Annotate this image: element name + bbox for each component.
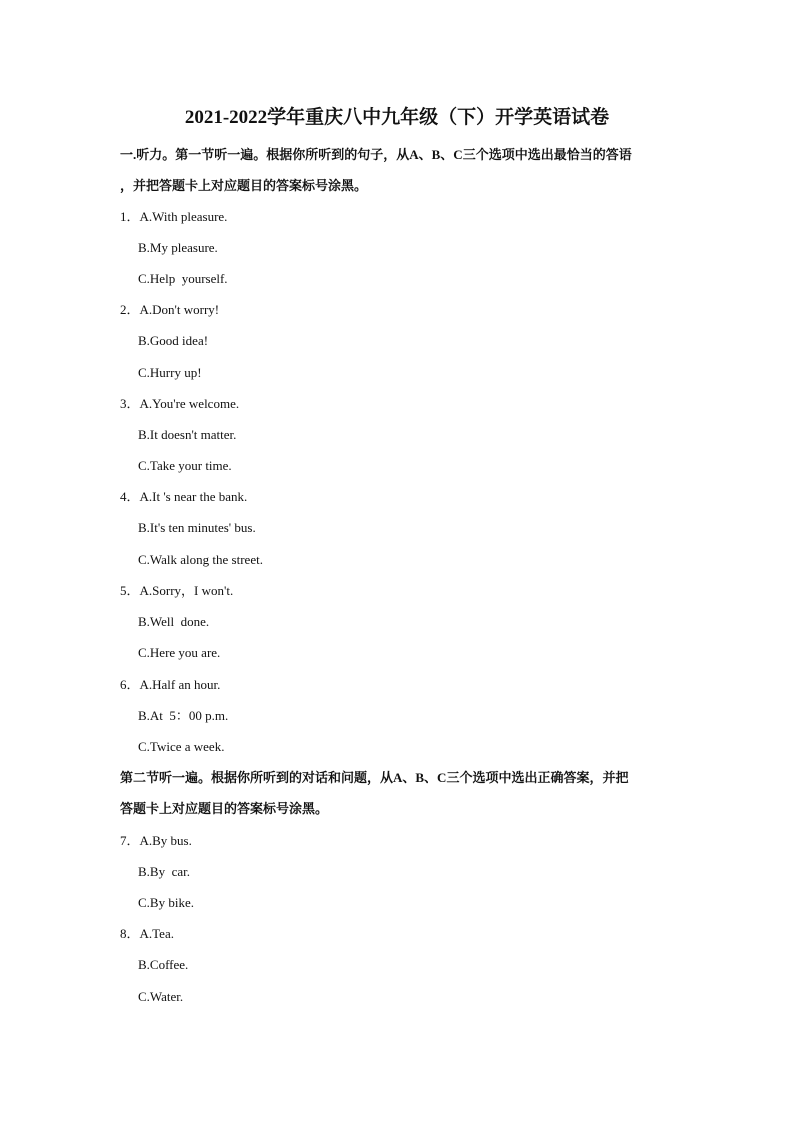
section2-instruction-line2: 答题卡上对应题目的答案标号涂黑。 (120, 801, 329, 816)
question-4-option-c: C.Walk along the street. (138, 552, 263, 567)
question-3-option-c: C.Take your time. (138, 458, 232, 473)
question-6: 6．A.Half an hour. (120, 677, 221, 692)
question-8: 8．A.Tea. (120, 926, 174, 941)
question-1-option-b: B.My pleasure. (138, 240, 218, 255)
page-title: 2021-2022学年重庆八中九年级（下）开学英语试卷 (184, 107, 610, 128)
question-5-option-b: B.Well done. (138, 614, 210, 629)
question-7-option-c: C.By bike. (138, 895, 194, 910)
question-6-option-c: C.Twice a week. (138, 739, 225, 754)
question-1-option-c: C.Help yourself. (138, 271, 228, 286)
question-3: 3．A.You're welcome. (120, 396, 240, 411)
section1-instruction-line2: ，并把答题卡上对应题目的答案标号涂黑。 (120, 178, 368, 193)
question-5-option-c: C.Here you are. (138, 645, 221, 660)
question-3-option-b: B.It doesn't matter. (138, 427, 237, 442)
question-4-option-b: B.It's ten minutes' bus. (138, 520, 256, 535)
question-4: 4．A.It 's near the bank. (120, 489, 248, 504)
question-5: 5．A.Sorry，I won't. (120, 583, 234, 598)
section2-instruction-line1: 第二节听一遍。根据你所听到的对话和问题，从A、B、C三个选项中选出正确答案，并把 (120, 770, 629, 785)
question-6-option-b: B.At 5：00 p.m. (138, 708, 229, 723)
question-2-option-c: C.Hurry up! (138, 365, 202, 380)
question-7: 7．A.By bus. (120, 833, 192, 848)
section1-instruction-line1: 一.听力。第一节听一遍。根据你所听到的句子，从A、B、C三个选项中选出最恰当的答语 (120, 147, 632, 162)
question-2: 2．A.Don't worry! (120, 302, 220, 317)
question-1: 1．A.With pleasure. (120, 209, 228, 224)
question-2-option-b: B.Good idea! (138, 333, 209, 348)
question-7-option-b: B.By car. (138, 864, 190, 879)
question-8-option-b: B.Coffee. (138, 957, 189, 972)
question-8-option-c: C.Water. (138, 989, 184, 1004)
